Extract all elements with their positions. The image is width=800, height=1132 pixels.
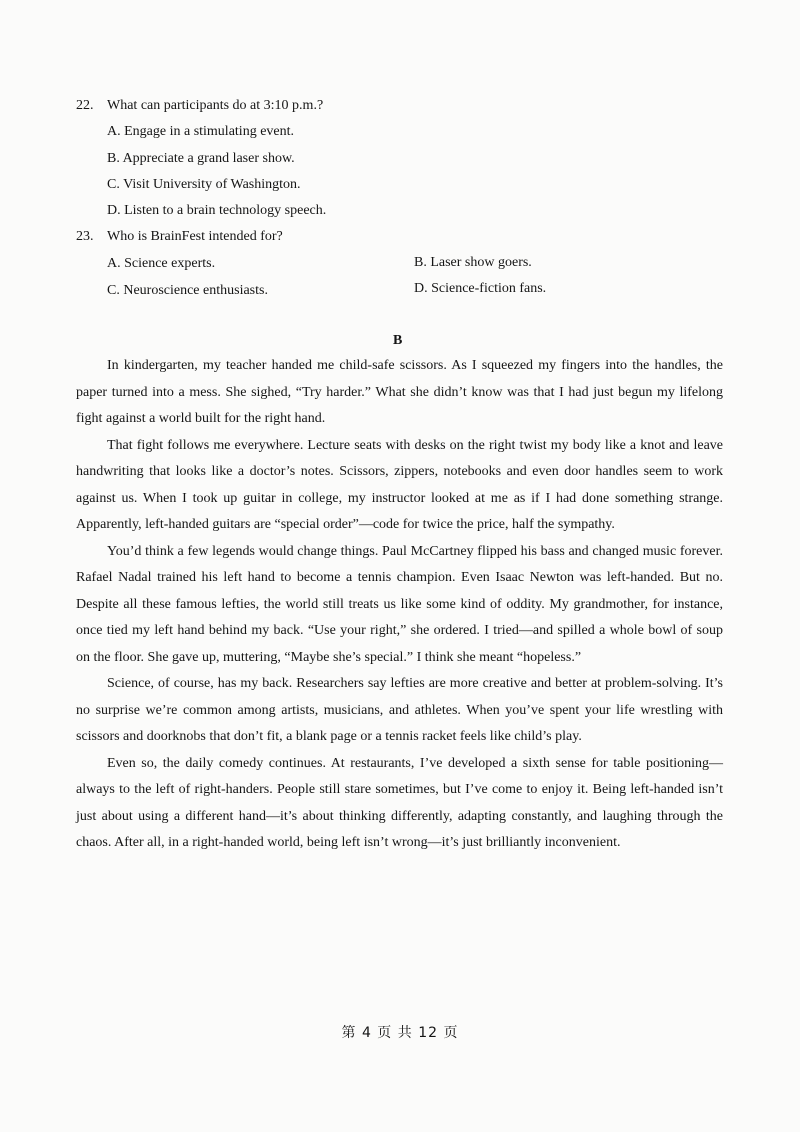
- option-c[interactable]: C. Visit University of Washington.: [107, 177, 301, 192]
- question-number: 23.: [76, 229, 94, 244]
- option-a[interactable]: A. Science experts.: [107, 256, 216, 271]
- reading-passage: [76, 353, 723, 857]
- passage-paragraph: That fight follows me everywhere. Lecture seats with desks on the right twist my body like a knot and leave handwriting that looks like a doctor’s notes. Scissors, zippers, notebooks and even door handles seem to work against us. When I took up guitar in college, my instructor looked at me as if I had done something strange. Apparently, left-handed guitars are “special order”—code for twice the price, half the sympathy.: [76, 437, 723, 532]
- passage-paragraph: You’d think a few legends would change things. Paul McCartney flipped his bass and changed music forever. Rafael Nadal trained his left hand to become a tennis champion. Even Isaac Newton was left-handed. But no. Despite all these famous lefties, the world still treats us like some kind of oddity. My grandmother, for instance, once tied my left hand behind my back. “Use your right,” she ordered. I tried—and spilled a whole bowl of soup on the floor. She gave up, muttering, “Maybe she’s special.” I think she meant “hopeless.”: [76, 543, 723, 665]
- option-a[interactable]: A. Engage in a stimulating event.: [107, 124, 295, 139]
- passage-paragraph: In kindergarten, my teacher handed me child-safe scissors. As I squeezed my fingers into the handles, the paper turned into a mess. She sighed, “Try harder.” What she didn’t know was that I had just begun my lifelong fight against a world built for the right hand.: [76, 358, 723, 426]
- option-b[interactable]: B. Appreciate a grand laser show.: [107, 151, 295, 166]
- passage-paragraph: Even so, the daily comedy continues. At restaurants, I’ve developed a sixth sense for table positioning—always to the left of right-handers. People still stare sometimes, but I’ve come to enjoy it. Being left-handed isn’t just about using a different hand—it’s about thinking differently, adapting constantly, and laughing through the chaos. After all, in a right-handed world, being left isn’t wrong—it’s just brilliantly inconvenient.: [76, 755, 723, 850]
- page-number: 第 4 页 共 12 页: [341, 1025, 459, 1041]
- question-number: 22.: [76, 98, 94, 113]
- option-c[interactable]: C. Neuroscience enthusiasts.: [107, 283, 268, 298]
- question-stem: Who is BrainFest intended for?: [107, 229, 283, 244]
- option-d[interactable]: D. Science-fiction fans.: [414, 281, 547, 296]
- option-d[interactable]: D. Listen to a brain technology speech.: [107, 203, 327, 218]
- passage-paragraph: Science, of course, has my back. Researchers say lefties are more creative and better at problem-solving. It’s no surprise we’re common among artists, musicians, and athletes. When you’ve spent your life wrestling with scissors and doorknobs that don’t fit, a blank page or a tennis racket feels like child’s play.: [76, 676, 723, 744]
- question-stem: What can participants do at 3:10 p.m.?: [107, 98, 324, 113]
- option-b[interactable]: B. Laser show goers.: [414, 255, 532, 270]
- section-heading: B: [393, 333, 403, 348]
